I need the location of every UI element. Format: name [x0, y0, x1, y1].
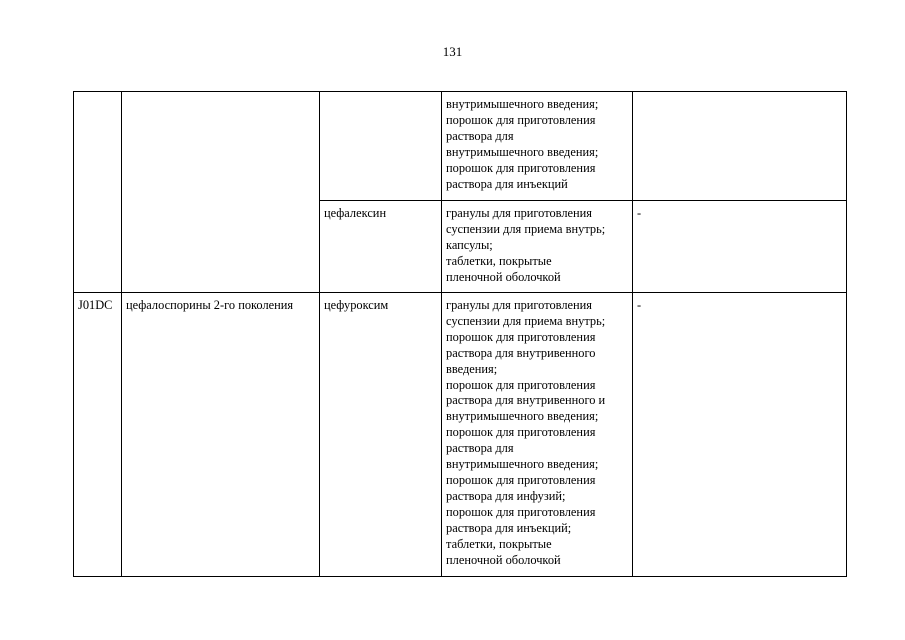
dosage-forms-cell: внутримышечного введения; порошок для приготовления раствора для внутримышечного введения; порошок для приготовления раствора для инъекций: [442, 92, 633, 201]
note-cell: -: [633, 201, 847, 293]
atc-code-cell: J01DC: [74, 293, 122, 577]
note-cell: -: [633, 293, 847, 577]
drug-name-cell: цефуроксим: [320, 293, 442, 577]
note-cell: [633, 92, 847, 201]
drug-name-cell: [320, 92, 442, 201]
table-row: [74, 293, 847, 577]
page-number: 131: [442, 44, 463, 59]
dosage-forms-cell: гранулы для приготовления суспензии для приема внутрь; капсулы; таблетки, покрытые пленочной оболочкой: [442, 201, 633, 293]
drug-table: [73, 91, 847, 577]
table-row: [74, 92, 847, 201]
atc-code-cell: [74, 92, 122, 293]
drug-group-cell: цефалоспорины 2-го поколения: [122, 293, 320, 577]
drug-group-cell: [122, 92, 320, 293]
dosage-forms-cell: гранулы для приготовления суспензии для приема внутрь; порошок для приготовления раствора для внутривенного введения; порошок для приготовления раствора для внутривенного и внутримышечного введения; порошок для приготовления раствора для внутримышечного введения; порошок для приготовления раствора для инфузий; порошок для приготовления раствора для инъекций; таблетки, покрытые пленочной оболочкой: [442, 293, 633, 577]
drug-name-cell: цефалексин: [320, 201, 442, 293]
